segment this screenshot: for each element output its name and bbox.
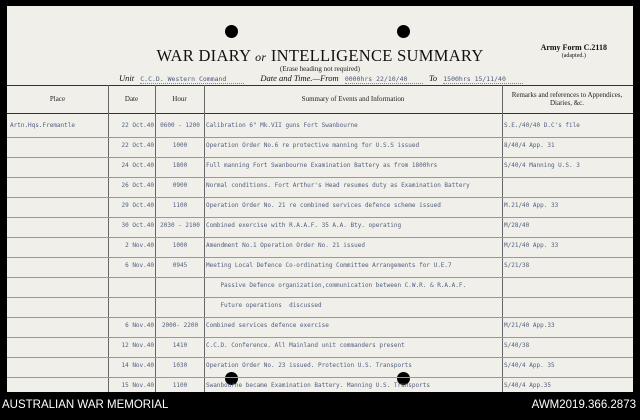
- column-header-remarks: Remarks and references to Appendices, Diaries, &c.: [511, 91, 623, 107]
- summary-cell: Operation Order No. 23 issued. Protection U.S. Transports: [206, 362, 412, 369]
- from-value: 0000hrs 22/10/40: [345, 75, 423, 84]
- title-or: or: [255, 50, 267, 64]
- summary-cell: Operation Order No. 21 re combined services defence scheme issued: [206, 202, 441, 209]
- summary-cell: Calibration 6" Mk.VII guns Fort Swanbourne: [206, 122, 358, 129]
- hour-cell: 0600 - 1200: [160, 122, 200, 129]
- title-war-diary: WAR DIARY: [156, 46, 251, 65]
- column-header-hour: Hour: [172, 95, 187, 103]
- title-intelligence-summary: INTELLIGENCE SUMMARY: [270, 46, 484, 65]
- remarks-cell: S/40/38: [504, 342, 530, 349]
- table-row: [7, 377, 633, 392]
- hour-cell: 1000: [172, 242, 188, 249]
- remarks-cell: S/40/4 Manning U.S. 3: [504, 162, 580, 169]
- remarks-cell: M/21/40 App.33: [504, 322, 555, 329]
- table-row: [7, 217, 633, 237]
- table-row: [7, 317, 633, 337]
- date-cell: 6 Nov.40: [125, 322, 154, 329]
- hour-cell: 1100: [172, 382, 188, 389]
- form-number: Army Form C.2118: [540, 43, 607, 52]
- date-cell: 26 Oct.40: [121, 182, 154, 189]
- date-cell: 6 Nov.40: [125, 262, 154, 269]
- hour-cell: 2030 - 2100: [160, 222, 200, 229]
- remarks-cell: M/21/40 App. 33: [504, 242, 559, 249]
- summary-cell: Combined exercise with R.A.A.F. 35 A.A. Bty. operating: [206, 222, 402, 229]
- form-number-block: [541, 43, 607, 61]
- remarks-cell: S.E./40/40 D.C's file: [504, 122, 580, 129]
- datetime-label: Date and Time.—From: [260, 73, 339, 83]
- to-value: 1500hrs 15/11/40: [443, 75, 523, 84]
- summary-cell: Combined services defence exercise: [206, 322, 329, 329]
- summary-cell: Operation Order No.6 re protective manning for U.S.S issued: [206, 142, 420, 149]
- page-title: [7, 46, 633, 66]
- date-cell: 29 Oct.40: [121, 202, 154, 209]
- punch-hole: [397, 25, 410, 38]
- table-row: [7, 237, 633, 257]
- date-cell: 2 Nov.40: [125, 242, 154, 249]
- remarks-cell: 8/40/4 App. 31: [504, 142, 555, 149]
- unit-value: C.C.D. Western Command: [140, 75, 244, 84]
- hour-cell: 1410: [172, 342, 188, 349]
- subtitle: (Erase heading not required): [280, 65, 360, 73]
- form-note: (adapted.): [561, 53, 586, 59]
- hour-cell: 2000- 2200: [161, 322, 199, 329]
- table-rule: [7, 113, 633, 114]
- remarks-cell: S/21/38: [504, 262, 530, 269]
- date-cell: 24 Oct.40: [121, 162, 154, 169]
- footer-credit: AUSTRALIAN WAR MEMORIAL: [2, 399, 169, 411]
- unit-label: Unit: [119, 73, 135, 83]
- hour-cell: 1100: [172, 202, 188, 209]
- table-row: [7, 337, 633, 357]
- summary-cell: Passive Defence organization,communication between C.W.R. & R.A.A.F.: [206, 282, 467, 289]
- remarks-cell: S/40/4 App.35: [504, 382, 551, 389]
- summary-cell: Normal conditions. Fort Arthur's Head resumes duty as Examination Battery: [206, 182, 470, 189]
- column-header-summary: Summary of Events and Information: [301, 95, 405, 103]
- hour-cell: 1800: [172, 162, 188, 169]
- table-row: [7, 297, 633, 317]
- date-cell: 12 Nov.40: [121, 342, 154, 349]
- unit-date-line: [119, 73, 523, 84]
- hour-cell: 1030: [172, 362, 188, 369]
- table-row: [7, 257, 633, 277]
- table-row: [7, 197, 633, 217]
- summary-cell: C.C.D. Conference. All Mainland unit commanders present: [206, 342, 405, 349]
- date-cell: 22 Oct.40: [121, 122, 154, 129]
- summary-cell: Meeting Local Defence Co-ordinating Committee Arrangements for U.E.7: [206, 262, 452, 269]
- table-row: [7, 357, 633, 377]
- table-row: [7, 157, 633, 177]
- column-header-date: Date: [124, 95, 139, 103]
- table-row: [7, 117, 633, 137]
- war-diary-page: [7, 6, 633, 392]
- summary-cell: Future operations discussed: [206, 302, 322, 309]
- hour-cell: 0900: [172, 182, 188, 189]
- place-cell: Artn.Hqs.Fremantle: [10, 122, 76, 129]
- hour-cell: 1000: [172, 142, 188, 149]
- column-header-place: Place: [49, 95, 66, 103]
- summary-cell: Amendment No.1 Operation Order No. 21 issued: [206, 242, 365, 249]
- table-row: [7, 177, 633, 197]
- date-cell: 15 Nov.40: [121, 382, 154, 389]
- table-row: [7, 277, 633, 297]
- summary-cell: Full manning Fort Swanbourne Examination Battery as from 1800hrs: [206, 162, 438, 169]
- punch-hole: [225, 25, 238, 38]
- diary-table: [7, 85, 633, 392]
- remarks-cell: M/28/40: [504, 222, 530, 229]
- date-cell: 22 Oct.40: [121, 142, 154, 149]
- table-row: [7, 137, 633, 157]
- date-cell: 14 Nov.40: [121, 362, 154, 369]
- to-label: To: [428, 73, 438, 83]
- summary-cell: Swanbourne became Examination Battery. Manning U.S. Transports: [206, 382, 430, 389]
- remarks-cell: M.21/40 App. 33: [504, 202, 559, 209]
- footer-accession-number: AWM2019.366.2873: [531, 399, 636, 411]
- date-cell: 30 Oct.40: [121, 222, 154, 229]
- hour-cell: 0945: [172, 262, 188, 269]
- remarks-cell: S/40/4 App. 35: [504, 362, 555, 369]
